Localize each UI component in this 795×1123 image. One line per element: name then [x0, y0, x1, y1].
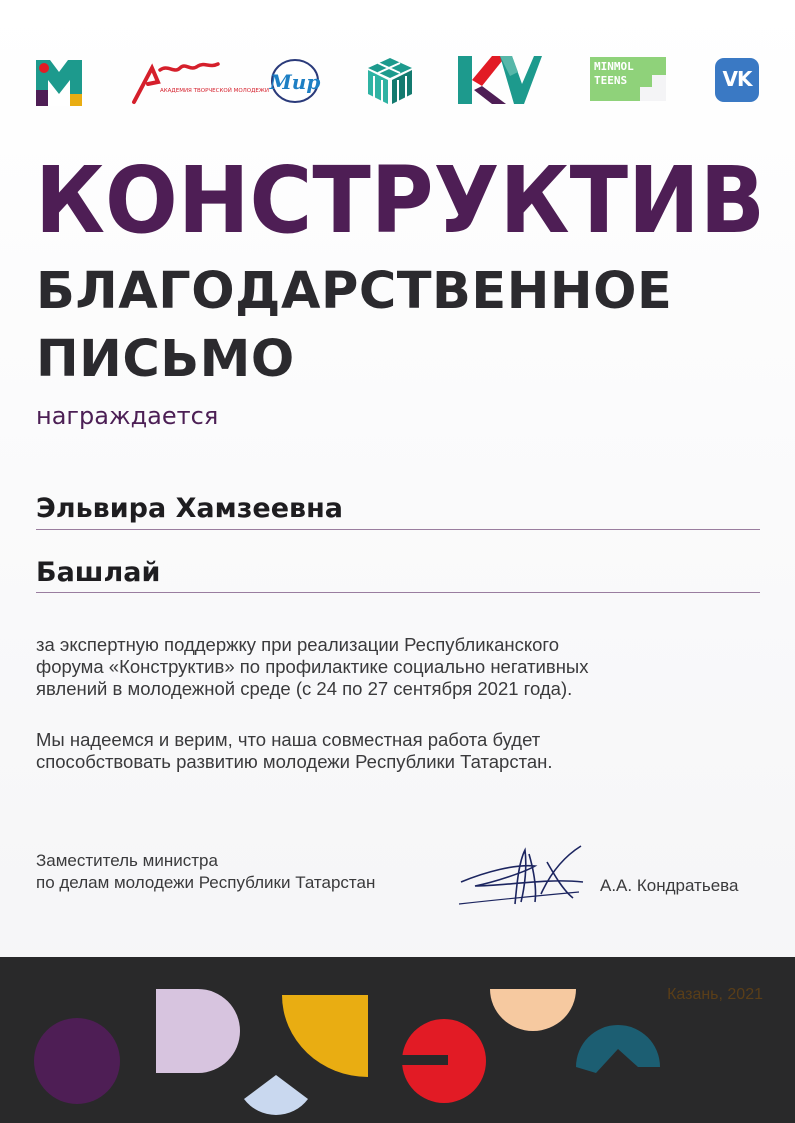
cube-logo-icon	[366, 56, 414, 106]
document-title-line1: БЛАГОДАРСТВЕННОЕ	[36, 262, 673, 321]
m-logo-icon	[36, 60, 82, 106]
surname-underline	[36, 592, 760, 593]
teal-semicircle-shape	[576, 1025, 660, 1073]
gratitude-text-line1: за экспертную поддержку при реализации Республиканского	[36, 634, 560, 655]
gratitude-text-line3: явлений в молодежной среде (с 24 по 27 сентября 2021 года).	[36, 678, 573, 699]
lightblue-fan-shape	[244, 1075, 308, 1115]
minmol-teens-logo-icon	[590, 57, 666, 101]
signatory-title-line2: по делам молодежи Республики Татарстан	[36, 873, 376, 892]
ku-logo-icon	[458, 56, 542, 104]
minmol-line1: MINMOL	[594, 60, 634, 73]
minmol-line2: TEENS	[594, 74, 628, 87]
brand-text: КОНСТРУКТИВ	[35, 147, 765, 254]
brand-wordmark	[30, 147, 770, 254]
footer-decor	[0, 957, 795, 1123]
art-academy-caption: АКАДЕМИЯ ТВОРЧЕСКОЙ МОЛОДЕЖИ	[160, 88, 269, 94]
handwritten-signature	[455, 842, 590, 914]
art-academy-logo-icon	[130, 58, 269, 108]
signatory-title-line1: Заместитель министра	[36, 851, 218, 870]
partner-logos	[0, 0, 795, 120]
signatory-title	[36, 850, 375, 894]
vk-logo-text: VK	[722, 67, 752, 91]
recipient-name: Эльвира Хамзеевна	[36, 493, 343, 524]
wish-text-line2: способствовать развитию молодежи Республики Татарстан.	[36, 751, 553, 772]
signatory-name: А.А. Кондратьева	[600, 876, 739, 895]
gratitude-text-line2: форума «Конструктив» по профилактике социально негативных	[36, 656, 589, 677]
name-underline	[36, 529, 760, 530]
mir-logo-text: Мир	[269, 70, 321, 94]
recipient-surname: Башлай	[36, 557, 161, 588]
city-year-label: Казань, 2021	[667, 986, 763, 1003]
purple-circle-shape	[34, 1018, 120, 1104]
document-title-line2: ПИСЬМО	[36, 330, 295, 389]
decorative-shapes	[0, 957, 795, 1123]
awarded-label: награждается	[36, 402, 219, 430]
peach-half-shape	[490, 989, 576, 1031]
lilac-d-shape	[156, 989, 240, 1073]
wish-text-line1: Мы надеемся и верим, что наша совместная работа будет	[36, 729, 541, 750]
vk-logo-icon	[715, 58, 759, 102]
yellow-quarter-shape	[282, 995, 368, 1077]
mir-logo-icon	[270, 58, 320, 104]
